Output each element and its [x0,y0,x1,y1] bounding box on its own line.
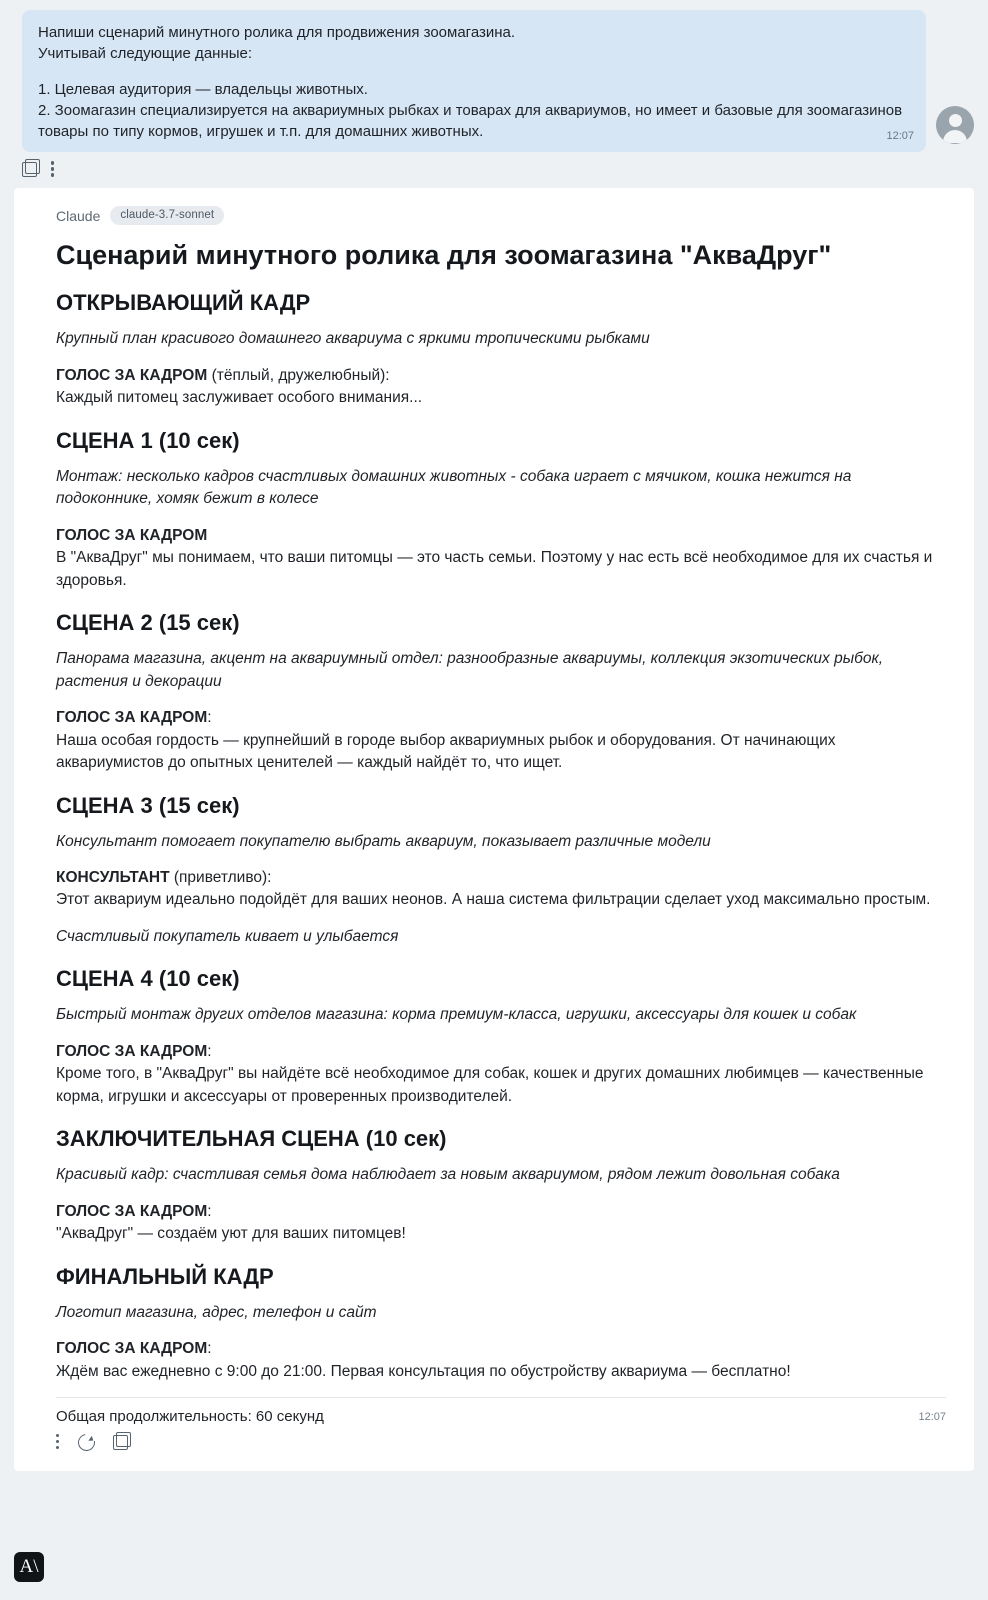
claude-brand-icon: A\ [14,1552,44,1582]
assistant-name: Claude [56,207,101,224]
dialogue-block [56,707,946,774]
speaker-label: ГОЛОС ЗА КАДРОМ [56,1042,208,1060]
user-message-item-1: 1. Целевая аудитория — владельцы животных. [38,80,368,98]
stage-direction: Консультант помогает покупателю выбрать аквариум, показывает различные модели [56,832,711,850]
speaker-label: ГОЛОС ЗА КАДРОМ [56,366,208,384]
dialogue-block [56,1201,946,1246]
section-heading: СЦЕНА 4 (10 сек) [56,966,240,992]
section-heading: СЦЕНА 1 (10 сек) [56,427,240,453]
section-heading: ЗАКЛЮЧИТЕЛЬНАЯ СЦЕНА (10 сек) [56,1126,447,1152]
dialogue-text: Наша особая гордость — крупнейший в городе выбор аквариумных рыбок и оборудования. От начинающих аквариумистов до опытных ценителей — каждый найдёт то, что ищет. [56,731,836,772]
user-message-timestamp: 12:07 [886,129,914,142]
speaker-note: : [207,709,212,727]
dialogue-block [56,1041,946,1108]
total-duration-label: Общая продолжительность: 60 секунд [56,1408,324,1426]
more-options-icon[interactable] [56,1433,60,1451]
section-heading: ОТКРЫВАЮЩИЙ КАДР [56,290,311,316]
spacer [38,65,910,79]
more-options-icon[interactable] [51,160,55,178]
copy-icon[interactable] [22,162,37,177]
dialogue-text: "АкваДруг" — создаём уют для ваших питомцев! [56,1225,406,1243]
assistant-message-actions [56,1427,946,1461]
section-heading: ФИНАЛЬНЫЙ КАДР [56,1263,274,1289]
model-badge: claude-3.7-sonnet [110,206,224,225]
user-message-actions [0,152,988,182]
stage-direction: Крупный план красивого домашнего аквариума с яркими тропическими рыбками [56,330,650,348]
stage-direction: Логотип магазина, адрес, телефон и сайт [56,1303,377,1321]
user-message-line-2: Учитывай следующие данные: [38,45,253,63]
user-message-row [0,0,988,152]
speaker-note: (тёплый, дружелюбный): [207,366,390,384]
dialogue-text: Этот аквариум идеально подойдёт для ваших неонов. А наша система фильтрации сделает уход максимально простым. [56,891,931,909]
speaker-note: : [207,1340,212,1358]
user-avatar [936,106,974,144]
response-title: Сценарий минутного ролика для зоомагазина "АкваДруг" [56,240,832,271]
dialogue-text: Ждём вас ежедневно с 9:00 до 21:00. Первая консультация по обустройству аквариума — бесплатно! [56,1362,791,1380]
speaker-label: КОНСУЛЬТАНТ [56,868,170,886]
dialogue-text: Кроме того, в "АкваДруг" вы найдёте всё необходимое для собак, кошек и других домашних любимцев — качественные корма, игрушки и аксессуары от проверенных производителей. [56,1065,924,1105]
speaker-label: ГОЛОС ЗА КАДРОМ [56,1202,208,1220]
speaker-note: (приветливо): [169,868,272,886]
section-heading: СЦЕНА 2 (15 сек) [56,610,240,636]
section-heading: СЦЕНА 3 (15 сек) [56,792,240,818]
regenerate-icon[interactable] [75,1430,99,1454]
speaker-note: : [207,1042,212,1060]
stage-direction: Счастливый покупатель кивает и улыбается [56,927,399,945]
speaker-label: ГОЛОС ЗА КАДРОМ [56,526,208,544]
assistant-header [56,206,946,225]
total-duration-row [56,1398,946,1427]
speaker-label: ГОЛОС ЗА КАДРОМ [56,1340,208,1358]
dialogue-text: Каждый питомец заслуживает особого внимания... [56,389,423,407]
copy-icon[interactable] [113,1435,128,1450]
assistant-message-timestamp: 12:07 [918,1410,946,1423]
stage-direction: Монтаж: несколько кадров счастливых домашних животных - собака играет с мячиком, кошка нежится на подоконнике, хомяк бежит в колесе [56,467,852,508]
speaker-note: : [207,1202,212,1220]
dialogue-text: В "АкваДруг" мы понимаем, что ваши питомцы — это часть семьи. Поэтому у нас есть всё необходимое для их счастья и здоровья. [56,549,933,589]
dialogue-block [56,365,946,410]
assistant-message-card [14,188,974,1471]
stage-direction: Красивый кадр: счастливая семья дома наблюдает за новым аквариумом, рядом лежит довольная собака [56,1166,840,1184]
user-message-bubble [22,10,926,152]
dialogue-block [56,525,946,592]
user-message-line-1: Напиши сценарий минутного ролика для продвижения зоомагазина. [38,24,516,41]
dialogue-block [56,867,946,912]
dialogue-block [56,1338,946,1383]
stage-direction: Панорама магазина, акцент на аквариумный отдел: разнообразные аквариумы, коллекция экзотических рыбок, растения и декорации [56,650,884,690]
user-message-item-2: 2. Зоомагазин специализируется на аквариумных рыбках и товарах для аквариумов, но имеет и базовые для зоомагазинов товары по типу кормов, игрушек и т.п. для домашних животных. [38,101,903,141]
speaker-label: ГОЛОС ЗА КАДРОМ [56,709,208,727]
stage-direction: Быстрый монтаж других отделов магазина: корма премиум-класса, игрушки, аксессуары для кошек и собак [56,1006,857,1024]
